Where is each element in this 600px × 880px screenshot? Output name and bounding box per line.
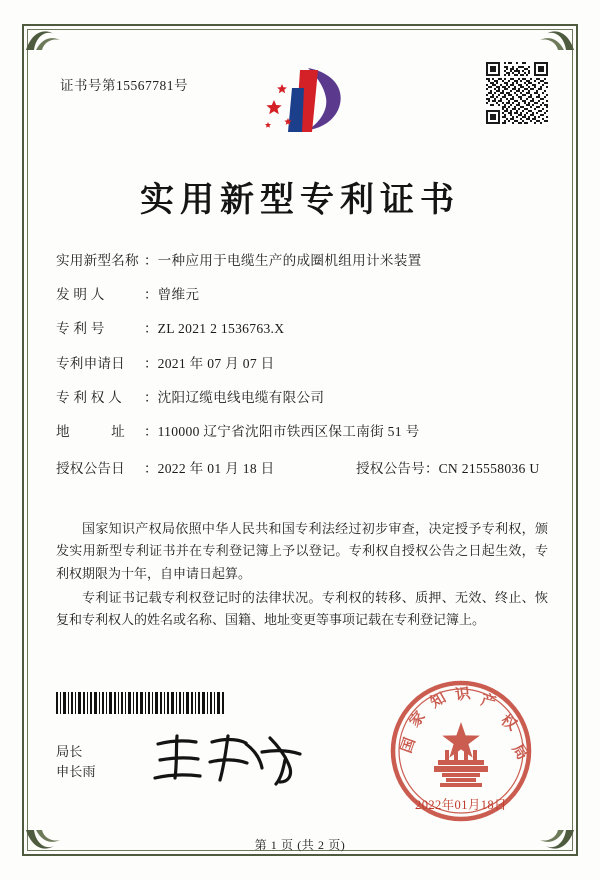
certificate-fields <box>56 252 556 494</box>
svg-text:局: 局 <box>508 740 532 763</box>
field-patent-number <box>56 320 556 338</box>
handwritten-signature-icon <box>150 730 310 788</box>
field-separator: ： <box>424 461 439 477</box>
field-label: 地 址 <box>56 423 125 439</box>
field-patentee <box>56 389 556 407</box>
certificate-number: 证书号第15567781号 <box>60 78 188 93</box>
field-separator: ： <box>144 287 158 303</box>
svg-text:识: 识 <box>454 684 472 704</box>
field-separator: ： <box>144 321 158 337</box>
field-separator: ： <box>144 355 158 371</box>
legal-text-block <box>56 518 548 634</box>
page-title: 实用新型专利证书 <box>140 180 460 220</box>
director-role-label: 局长 <box>56 744 83 759</box>
field-label: 发 明 人 <box>56 287 105 303</box>
svg-text:家: 家 <box>405 707 429 731</box>
director-block <box>56 742 96 783</box>
field-separator: ： <box>144 423 158 439</box>
field-value: 2021 年 07 月 07 日 <box>157 355 275 371</box>
field-address <box>56 423 556 441</box>
director-name: 申长雨 <box>56 764 96 780</box>
cnipa-logo-icon <box>256 62 352 138</box>
field-value: 110000 辽宁省沈阳市铁西区保工南街 51 号 <box>157 423 420 439</box>
field-value: 2022 年 01 月 18 日 <box>157 461 275 477</box>
svg-text:产: 产 <box>479 690 498 712</box>
field-application-date <box>56 355 556 373</box>
qr-code-icon <box>486 62 548 124</box>
svg-text:国: 国 <box>396 735 419 756</box>
legal-paragraph-1: 国家知识产权局依照中华人民共和国专利法经过初步审查，决定授予专利权，颁发实用新型专利证书并在专利登记簿上予以登记。专利权自授权公告之日起生效，专利权期限为十年，自申请日起算。 <box>56 521 548 581</box>
field-label: 授权公告日 <box>56 461 125 477</box>
field-separator: ： <box>144 461 158 477</box>
field-label: 专 利 号 <box>56 321 105 337</box>
barcode-icon <box>56 692 224 714</box>
field-grant-row <box>56 457 556 477</box>
field-grant-publication-number <box>356 457 556 477</box>
field-label: 实用新型名称 <box>56 253 139 268</box>
svg-text:权: 权 <box>497 710 521 735</box>
field-grant-date <box>56 457 356 477</box>
field-value: 一种应用于电缆生产的成圈机组用计米装置 <box>157 253 422 268</box>
field-label: 授权公告号 <box>356 461 425 477</box>
field-invention-name <box>56 252 556 270</box>
field-inventor <box>56 286 556 304</box>
field-value: 曾维元 <box>157 287 200 303</box>
field-label: 专利申请日 <box>56 355 125 371</box>
page-footer: 第 1 页 (共 2 页) <box>254 838 346 852</box>
field-value: CN 215558036 U <box>438 461 540 477</box>
field-separator: ： <box>144 253 158 268</box>
field-separator: ： <box>144 389 158 405</box>
seal-date: 2022年01月18日 <box>415 798 507 812</box>
field-value: 沈阳辽缆电线电缆有限公司 <box>157 389 325 405</box>
legal-paragraph-2: 专利证书记载专利权登记时的法律状况。专利权的转移、质押、无效、终止、恢复和专利权人的姓名或名称、国籍、地址变更等事项记载在专利登记簿上。 <box>56 590 548 628</box>
field-label: 专 利 权 人 <box>56 389 122 405</box>
field-value: ZL 2021 2 1536763.X <box>157 321 285 337</box>
svg-text:知: 知 <box>427 688 450 712</box>
